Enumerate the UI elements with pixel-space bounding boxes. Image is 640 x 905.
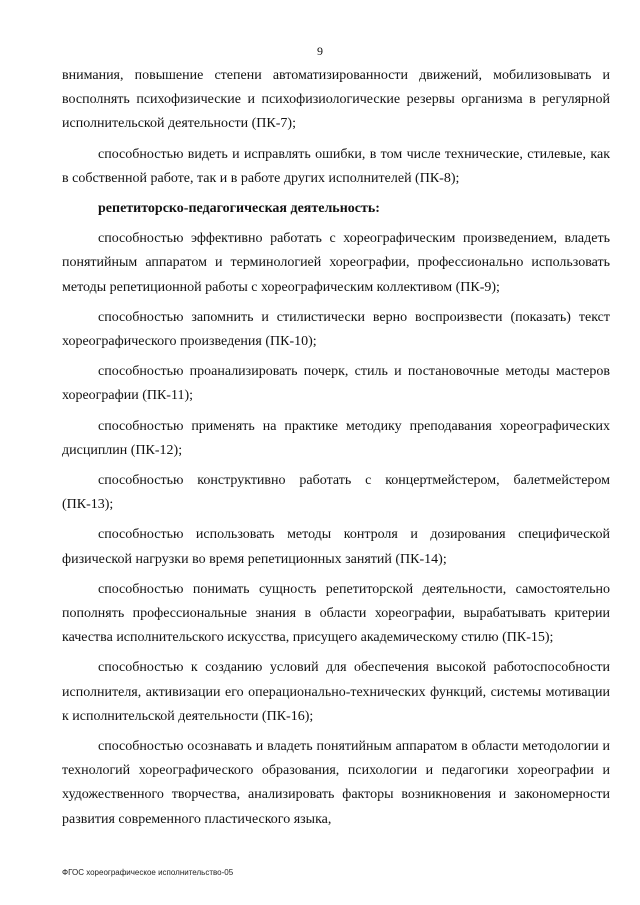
paragraph-pk9: способностью эффективно работать с хореографическим произведением, владеть понятийным аппаратом и терминологией хореографии, профессионально использовать методы репетиционной работы с хореографическим коллективом (ПК-9); — [62, 231, 610, 295]
paragraph-pk15: способностью понимать сущность репетиторской деятельности, самостоятельно пополнять профессиональные знания в области хореографии, вырабатывать критерии качества исполнительского искусства, присущего академическому стилю (ПК-15); — [62, 581, 610, 646]
paragraph-pk14: способностью использовать методы контроля и дозирования специфической физической нагрузки во время репетиционных занятий (ПК-14); — [62, 527, 610, 567]
document-body — [62, 64, 610, 832]
paragraph-pk12: способностью применять на практике методику преподавания хореографических дисциплин (ПК-12); — [62, 418, 610, 458]
paragraph-pk7-continuation: внимания, повышение степени автоматизированности движений, мобилизовывать и восполнять психофизические и психофизиологические резервы организма в регулярной исполнительской деятельности (ПК-7); — [62, 68, 610, 132]
section-heading: репетиторско-педагогическая деятельность: — [98, 201, 380, 217]
paragraph-pk8: способностью видеть и исправлять ошибки, в том числе технические, стилевые, как в собственной работе, так и в работе других исполнителей (ПК-8); — [62, 146, 610, 186]
paragraph-pk16: способностью к созданию условий для обеспечения высокой работоспособности исполнителя, активизации его операционально-технических функций, системы мотивации к исполнительской деятельности (ПК-16); — [62, 660, 610, 724]
paragraph-pk11: способностью проанализировать почерк, стиль и постановочные методы мастеров хореографии (ПК-11); — [62, 364, 610, 404]
paragraph-pk13: способностью конструктивно работать с концертмейстером, балетмейстером (ПК-13); — [62, 473, 610, 513]
paragraph-pk10: способностью запомнить и стилистически верно воспроизвести (показать) текст хореографического произведения (ПК-10); — [62, 309, 610, 350]
paragraph-pk17-start: способностью осознавать и владеть понятийным аппаратом в области методологии и технологий хореографического образования, психологии и педагогики хореографии и художественного творчества, анализировать факторы возникновения и закономерности развития современного пластического языка, — [62, 739, 610, 827]
page-number: 9 — [317, 44, 323, 58]
footer-text: ФГОС хореографическое исполнительство-05 — [62, 868, 234, 877]
